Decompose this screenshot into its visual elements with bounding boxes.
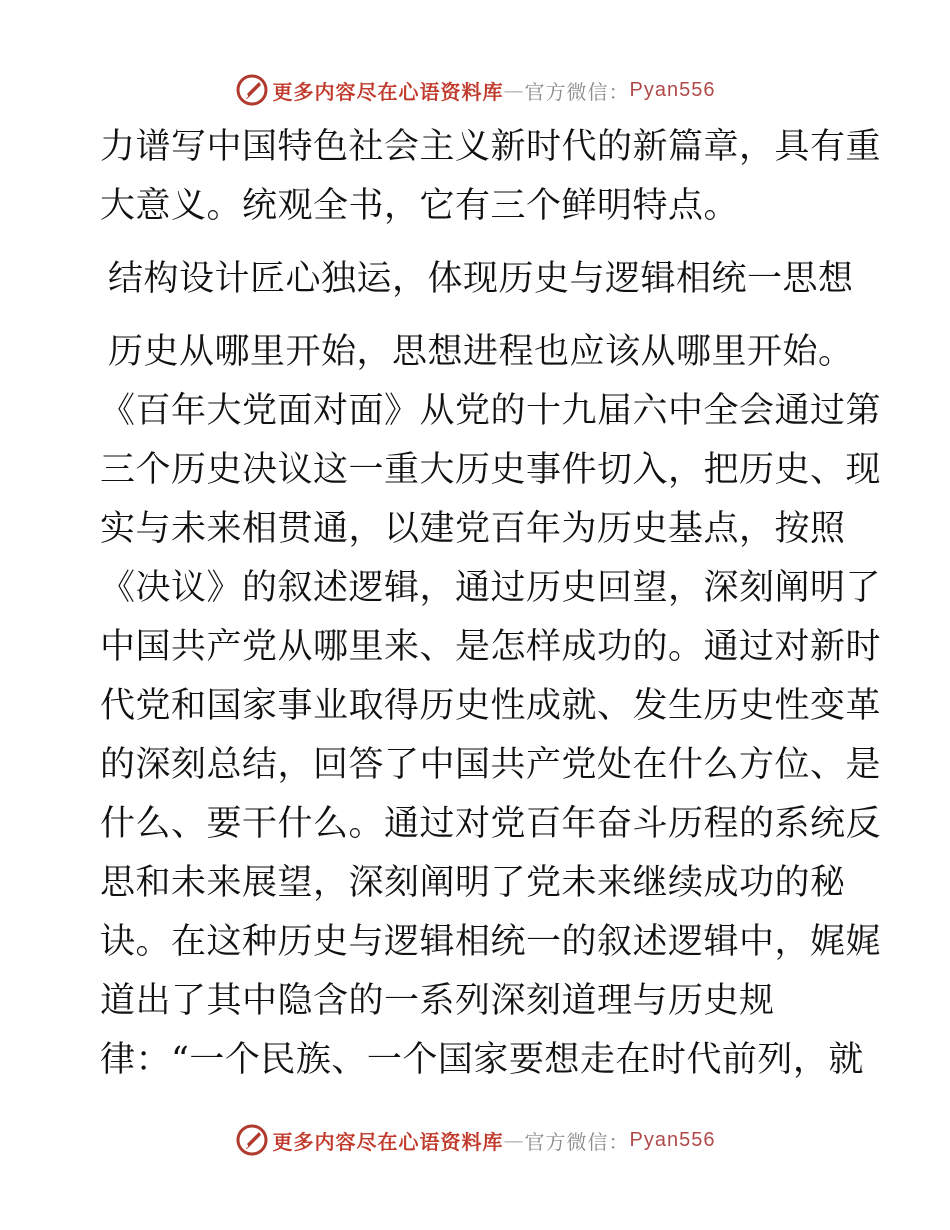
text-line: 实与未来相贯通，以建党百年为历史基点，按照 <box>100 509 846 549</box>
quill-logo-icon <box>235 73 269 107</box>
text-line: 力谱写中国特色社会主义新时代的新篇章，具有重 <box>100 127 882 167</box>
text-line: 什么、要干什么。通过对党百年奋斗历程的系统反 <box>100 804 882 844</box>
quill-logo-icon <box>235 1123 269 1157</box>
text-line: 《百年大党面对面》从党的十九届六中全会通过第 <box>100 391 882 431</box>
banner-wechat-label: 官方微信： <box>524 1129 630 1154</box>
section-heading: 结构设计匠心独运，体现历史与逻辑相统一思想 <box>108 259 854 299</box>
banner-title: 更多内容尽在心语资料库 <box>272 1129 504 1154</box>
text-line: 代党和国家事业取得历史性成就、发生历史性变革 <box>100 686 882 726</box>
text-line: 道出了其中隐含的一系列深刻道理与历史规 <box>100 981 775 1021</box>
banner-wechat-id: Pyan556 <box>629 78 716 101</box>
text-line: 律：“一个民族、一个国家要想走在时代前列，就 <box>100 1040 864 1080</box>
text-line: 三个历史决议这一重大历史事件切入，把历史、现 <box>100 450 882 490</box>
text-line: 中国共产党从哪里来、是怎样成功的。通过对新时 <box>100 627 882 667</box>
text-line: 的深刻总结，回答了中国共产党处在什么方位、是 <box>100 745 882 785</box>
banner-wechat-id: Pyan556 <box>629 1128 716 1151</box>
text-line: 历史从哪里开始，思想进程也应该从哪里开始。 <box>108 332 854 372</box>
banner-wechat-label: 官方微信： <box>524 79 630 104</box>
text-line: 诀。在这种历史与逻辑相统一的叙述逻辑中，娓娓 <box>100 922 882 962</box>
document-body <box>100 118 882 1090</box>
footer-banner <box>0 1120 950 1160</box>
text-line: 《决议》的叙述逻辑，通过历史回望，深刻阐明了 <box>100 568 882 608</box>
banner-title: 更多内容尽在心语资料库 <box>272 79 504 104</box>
banner-separator: — <box>503 78 525 102</box>
text-line: 大意义。统观全书，它有三个鲜明特点。 <box>100 186 740 226</box>
header-banner <box>0 70 950 110</box>
text-line: 思和未来展望，深刻阐明了党未来继续成功的秘 <box>100 863 846 903</box>
banner-separator: — <box>503 1128 525 1152</box>
